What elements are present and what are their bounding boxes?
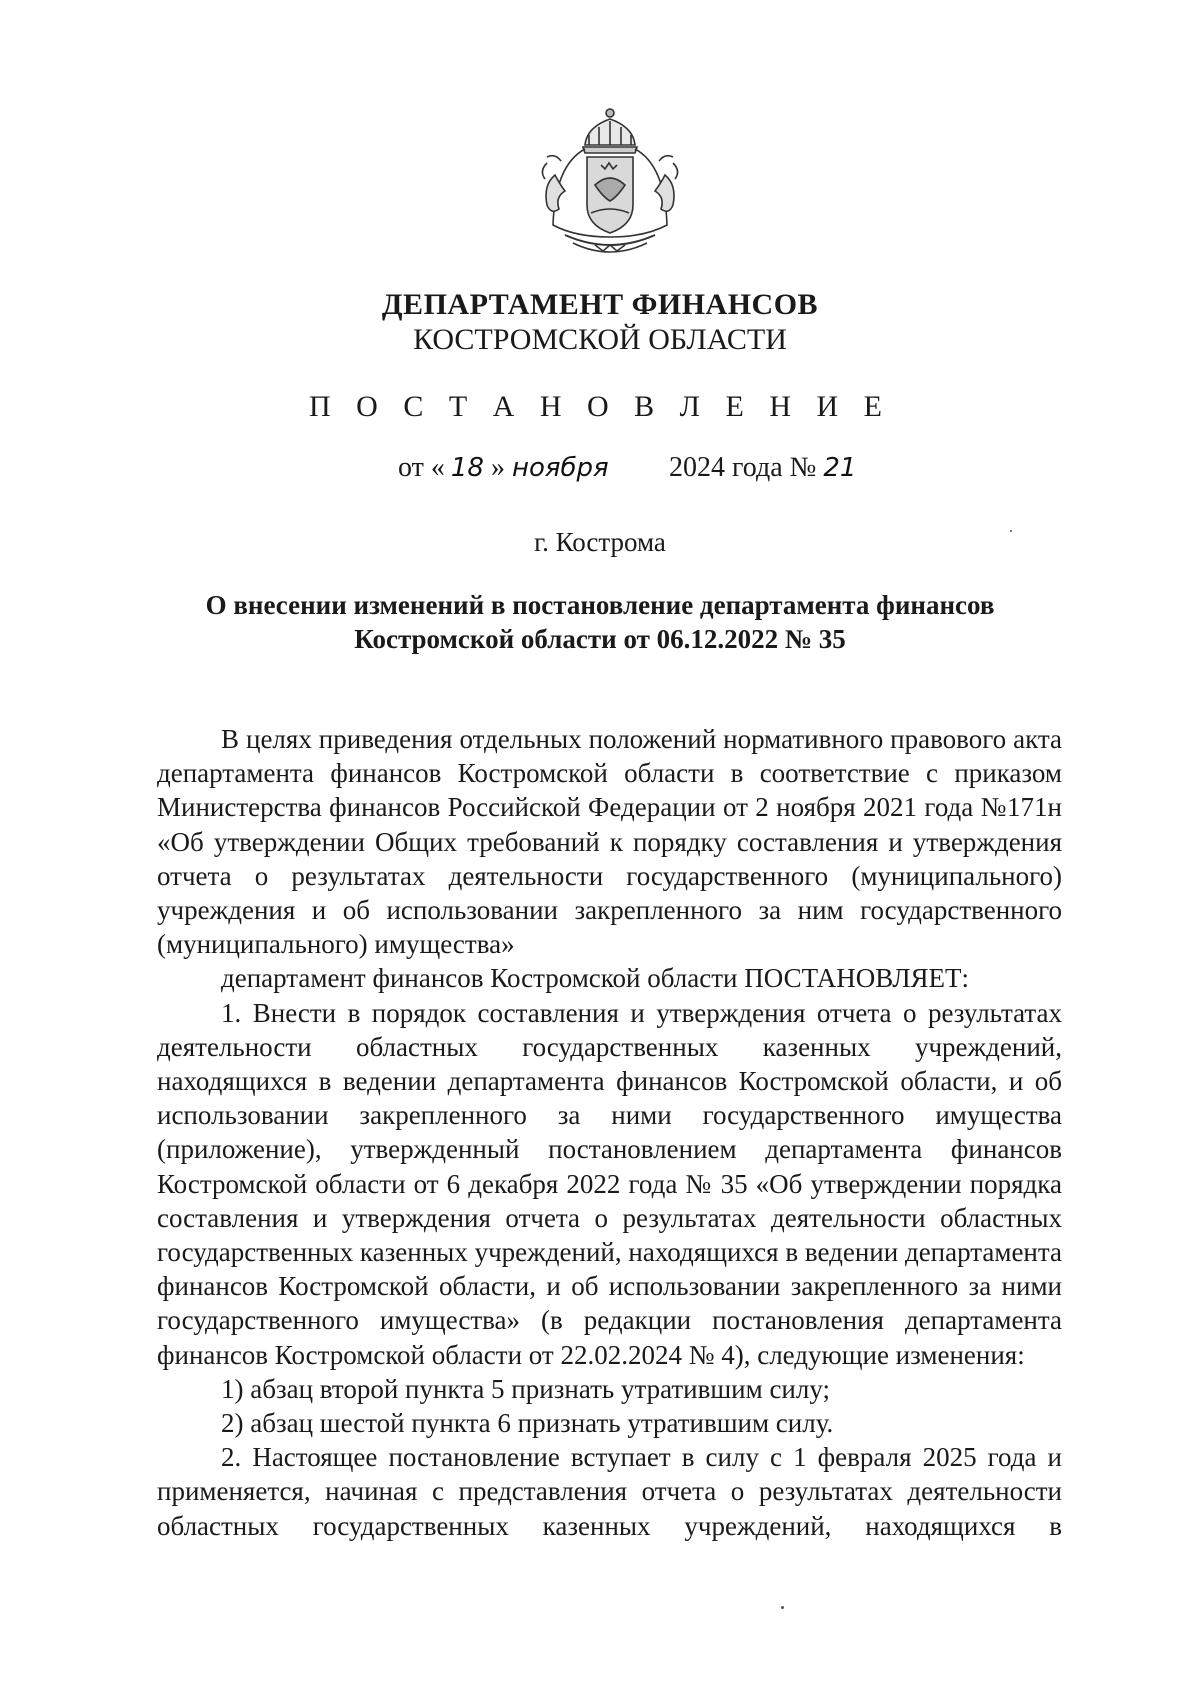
date-month-handwritten: ноября [511,453,609,483]
kostroma-coat-of-arms-icon [525,105,695,265]
subitem-1-paragraph: 1) абзац второй пункта 5 признать утратившим силу; [221,1373,831,1404]
date-day-handwritten: 18 [450,453,484,483]
date-year: 2024 года № [668,452,817,483]
date-line [398,452,856,484]
item-2-paragraph: 2. Настоящее постановление вступает в силу с 1 февраля 2025 года и применяется, начиная с представления отчета о результатах деятельности областных государственных казенных учреждений, находящихся в [157,1442,1062,1541]
document-type: П О С Т А Н О В Л Е Н И Е [309,390,891,423]
date-middle: » [490,452,505,483]
department-name: ДЕПАРТАМЕНТ ФИНАНСОВ [381,288,819,321]
title-line-1: О внесении изменений в постановление департамента финансов [205,590,995,620]
date-prefix: от « [398,452,445,483]
scan-speck [1010,530,1012,532]
city: г. Кострома [534,527,666,557]
document-body [157,722,1062,1543]
title-line-2: Костромской области от 06.12.2022 № 35 [354,624,846,654]
document-title [160,588,1040,656]
subitem-2-paragraph: 2) абзац шестой пункта 6 признать утратившим силу. [221,1408,834,1439]
scan-speck [781,1606,784,1609]
preamble-paragraph: В целях приведения отдельных положений нормативного правового акта департамента финансов Костромской области в соответствие с приказом Министерства финансов Российской Федерации от 2 ноября 2021 года №171н «Об утверждении Общих требований к порядку составления и утверждения отчета о результатах деятельности государственного (муниципального) учреждения и об использовании закрепленного за ним государственного (муниципального) имущества» [157,724,1062,960]
item-1-paragraph: 1. Внести в порядок составления и утверждения отчета о результатах деятельности областных государственных казенных учреждений, находящихся в ведении департамента финансов Костромской области, и об использовании закрепленного за ними государственного имущества (приложение), утвержденный постановлением департамента финансов Костромской области от 6 декабря 2022 года № 35 «Об утверждении порядка составления и утверждения отчета о результатах деятельности областных государственных казенных учреждений, находящихся в ведении департамента финансов Костромской области, и об использовании закрепленного за ними государственного имущества» (в редакции постановления департамента финансов Костромской области от 22.02.2024 № 4), следующие изменения: [157,997,1062,1370]
department-region: КОСТРОМСКОЙ ОБЛАСТИ [413,323,787,356]
document-number-handwritten: 21 [823,453,857,483]
resolves-paragraph: департамент финансов Костромской области ПОСТАНОВЛЯЕТ: [221,963,970,994]
